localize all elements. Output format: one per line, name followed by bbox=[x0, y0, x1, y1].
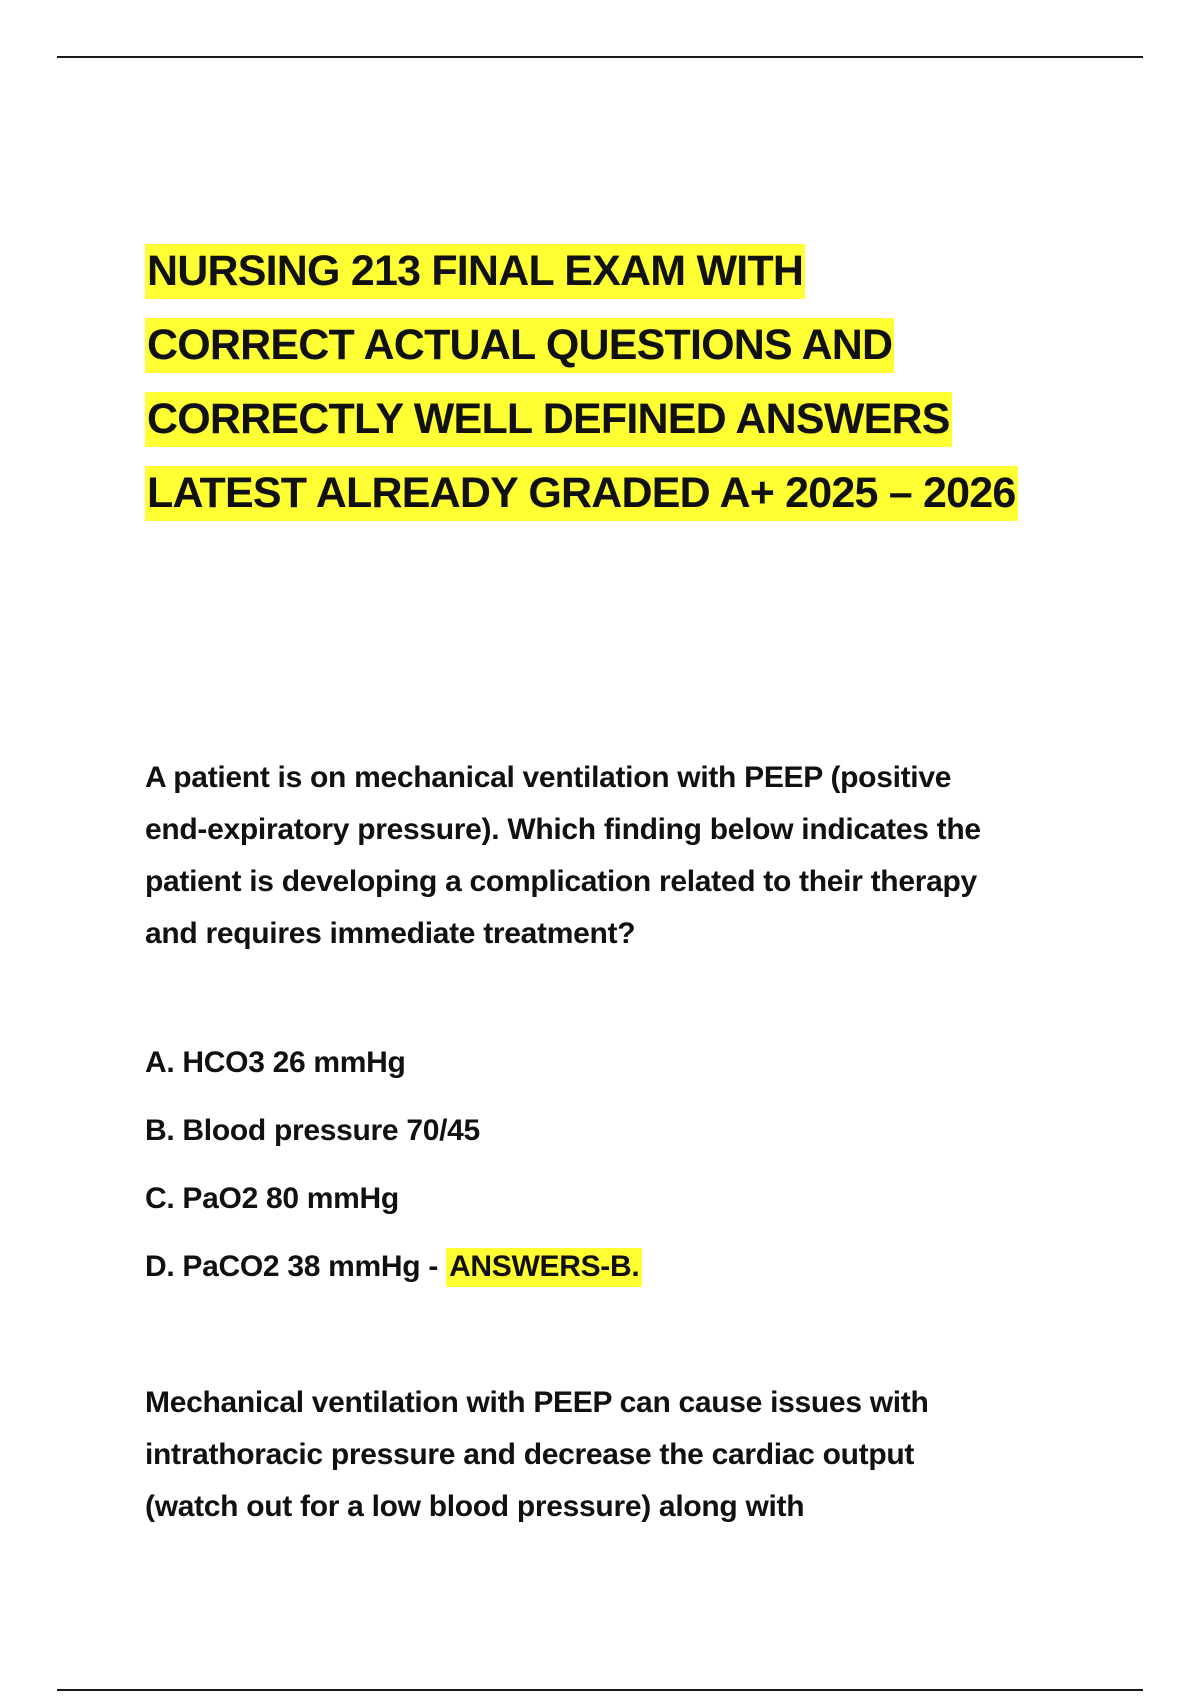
footer-divider bbox=[57, 1689, 1143, 1691]
explanation-line: (watch out for a low blood pressure) along with bbox=[145, 1490, 805, 1523]
explanation-line: intrathoracic pressure and decrease the cardiac output bbox=[145, 1438, 915, 1471]
answer-options bbox=[145, 1037, 642, 1309]
title-line: LATEST ALREADY GRADED A+ 2025 – 2026 bbox=[145, 456, 1125, 530]
question-line: patient is developing a complication related to their therapy bbox=[145, 865, 977, 898]
question-line: end-expiratory pressure). Which finding below indicates the bbox=[145, 813, 981, 846]
question-line: A patient is on mechanical ventilation with PEEP (positive bbox=[145, 761, 952, 794]
option-d: D. PaCO2 38 mmHg - ANSWERS-B. bbox=[145, 1241, 642, 1309]
option-b: B. Blood pressure 70/45 bbox=[145, 1114, 480, 1147]
title-line: CORRECTLY WELL DEFINED ANSWERS bbox=[145, 382, 1125, 456]
explanation-text bbox=[145, 1377, 1085, 1533]
option-a: A. HCO3 26 mmHg bbox=[145, 1046, 406, 1079]
question-text bbox=[145, 752, 1085, 960]
option-c: C. PaO2 80 mmHg bbox=[145, 1182, 399, 1215]
document-title bbox=[145, 234, 1125, 530]
question-line: and requires immediate treatment? bbox=[145, 917, 636, 950]
title-line: CORRECT ACTUAL QUESTIONS AND bbox=[145, 308, 1125, 382]
title-line: NURSING 213 FINAL EXAM WITH bbox=[145, 234, 1125, 308]
header-divider bbox=[57, 56, 1143, 58]
explanation-line: Mechanical ventilation with PEEP can cause issues with bbox=[145, 1386, 929, 1419]
answer-key: ANSWERS-B. bbox=[446, 1248, 642, 1287]
